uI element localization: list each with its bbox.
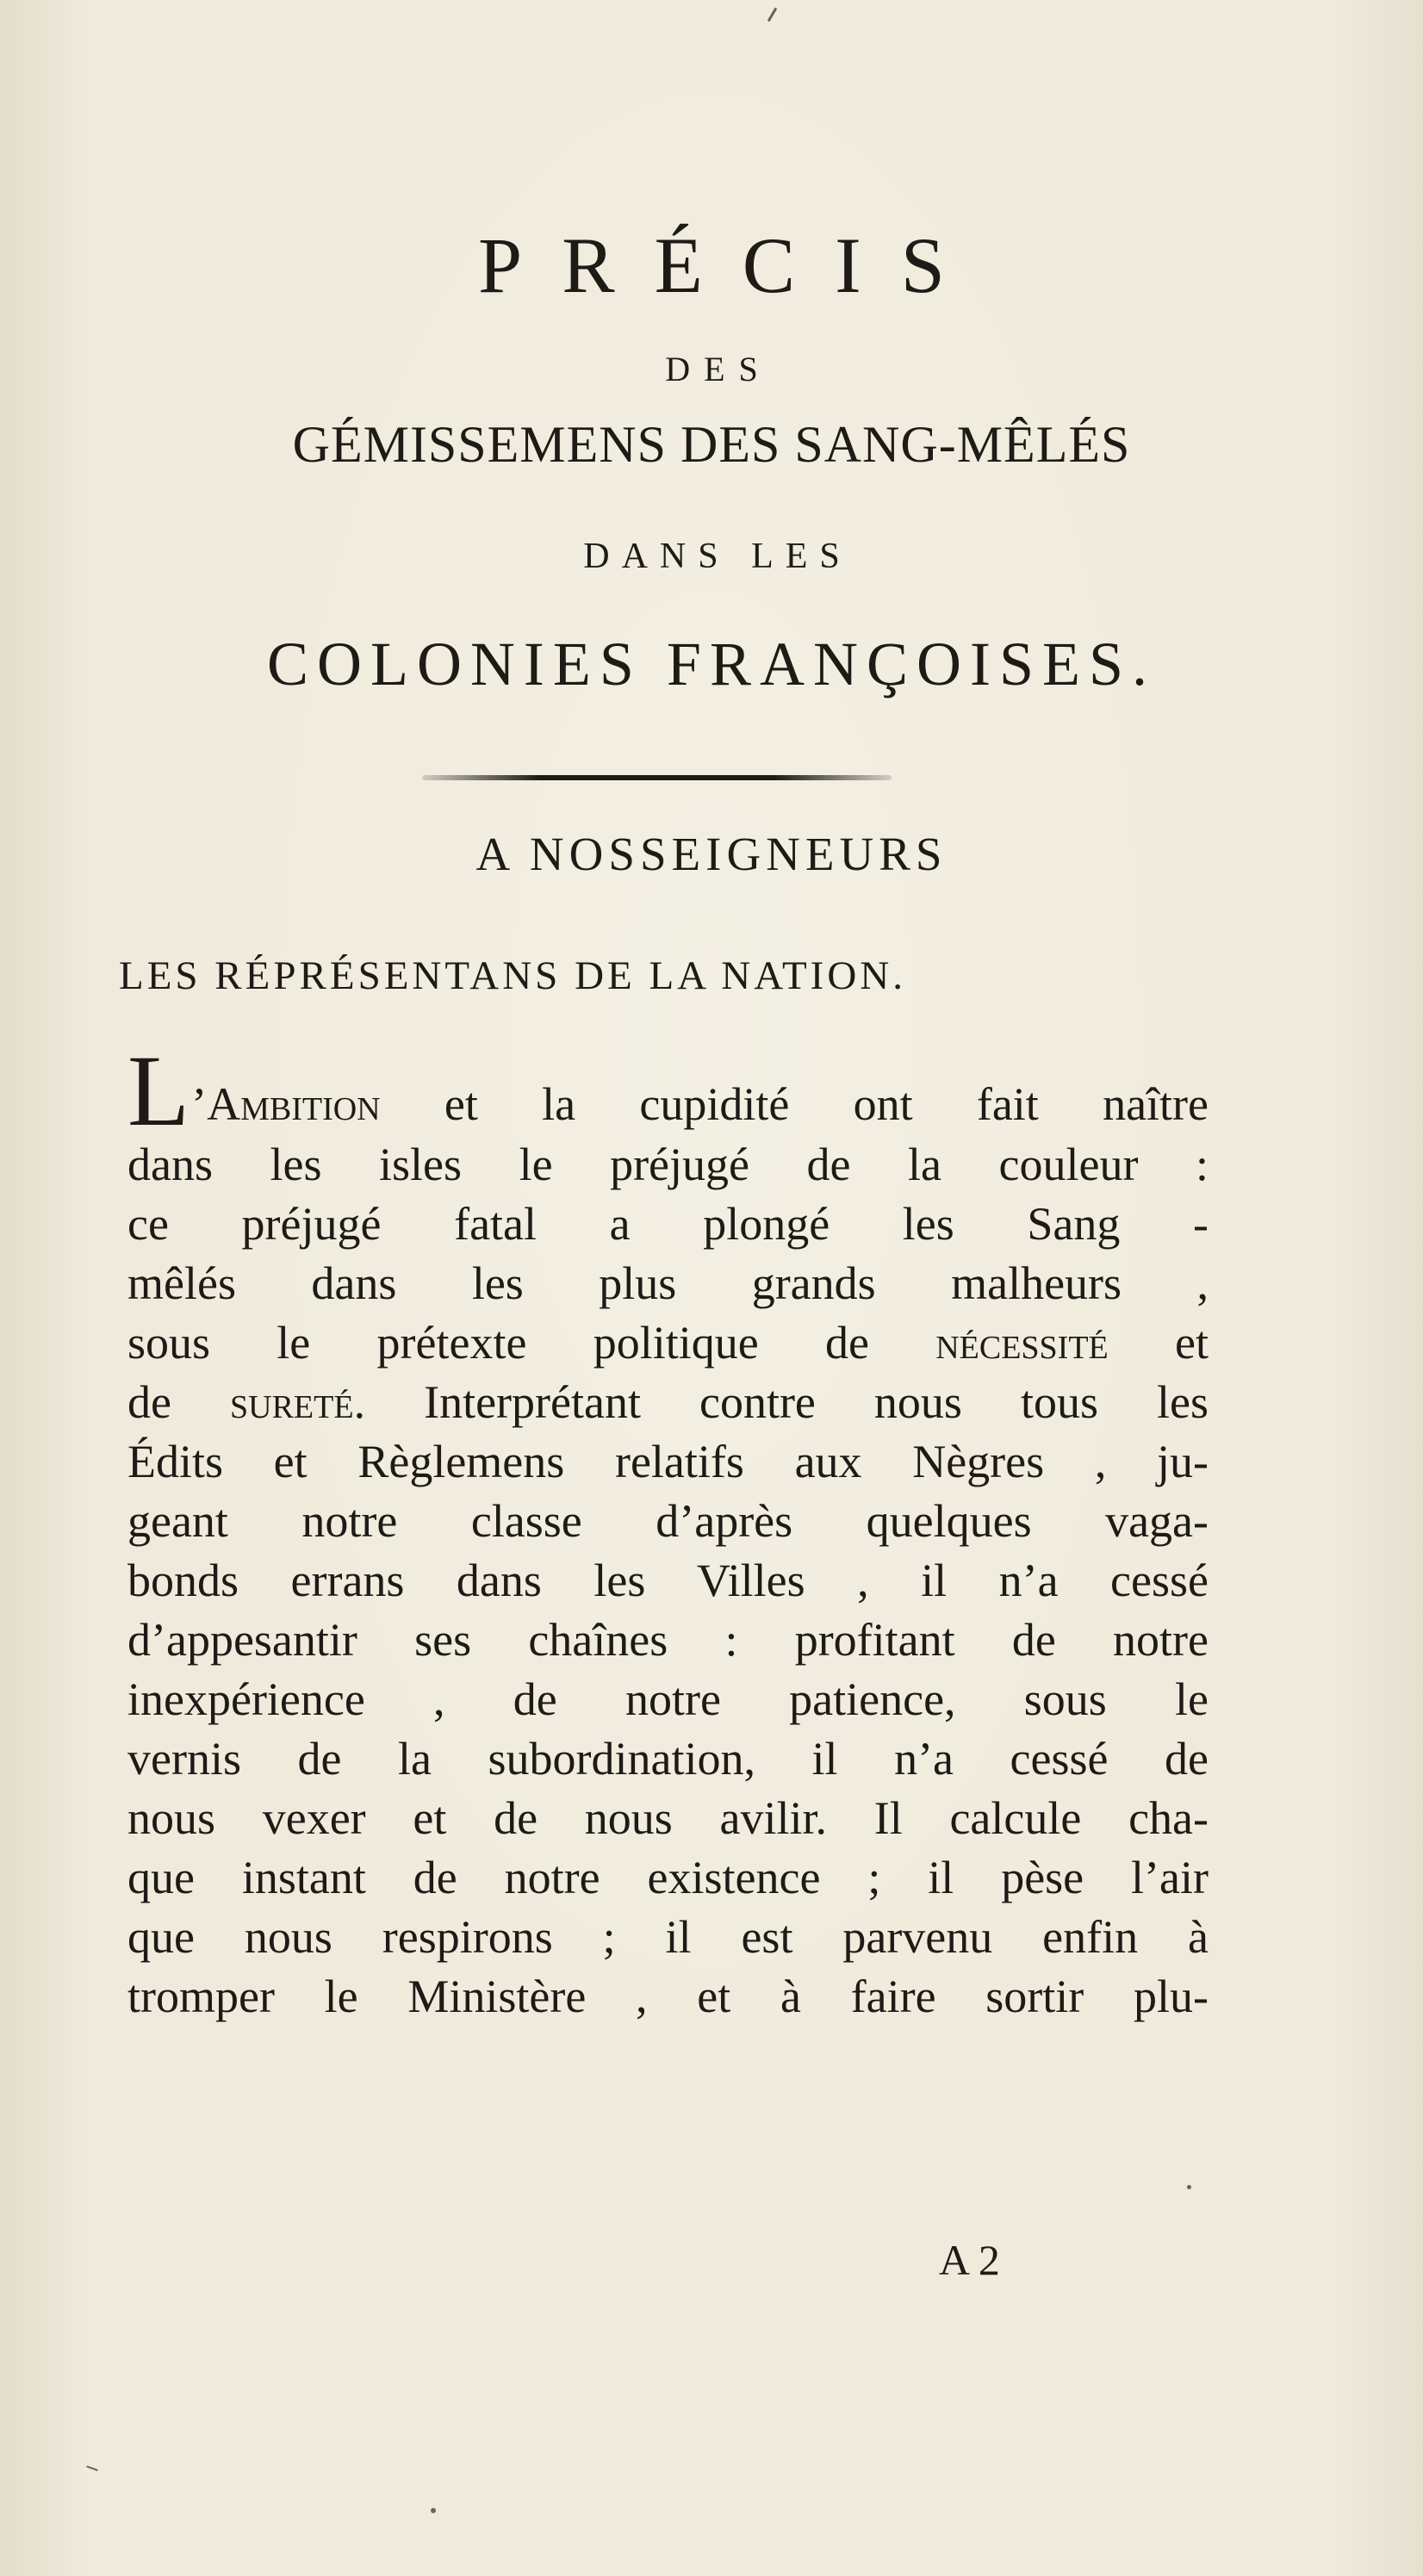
body-line: geant notre classe d’après quelques vaga-	[127, 1495, 1209, 1547]
signature-mark: A 2	[939, 2236, 1000, 2284]
title-precis: PRÉCIS	[478, 221, 985, 309]
body-line: nous vexer et de nous avilir. Il calcule cha-	[127, 1792, 1209, 1844]
dedication-representans: LES RÉPRÉSENTANS DE LA NATION.	[119, 953, 906, 998]
paper-speck	[86, 2466, 98, 2472]
paper-speck	[767, 7, 778, 22]
body-line: dans les isles le préjugé de la couleur :	[127, 1139, 1209, 1190]
body-line	[127, 1313, 1209, 1373]
body-line: bonds errans dans les Villes , il n’a cessé	[127, 1555, 1209, 1606]
body-line: Édits et Règlemens relatifs aux Nègres , ju-	[127, 1436, 1209, 1487]
paper-speck	[1187, 2185, 1191, 2189]
body-text	[127, 1034, 1209, 2027]
body-line: d’appesantir ses chaînes : profitant de notre	[127, 1614, 1209, 1666]
drop-cap: L	[127, 1034, 190, 1147]
body-line-text: de	[127, 1376, 230, 1428]
body-line-text: sous le prétexte politique de	[127, 1317, 936, 1369]
dedication-nosseigneurs: A NOSSEIGNEURS	[475, 828, 948, 880]
word-necessite: nécessité	[935, 1317, 1109, 1369]
title-des: DES	[665, 350, 772, 388]
body-line: tromper le Ministère , et à faire sortir plu-	[127, 1971, 1209, 2022]
ornamental-rule	[422, 775, 892, 780]
paper-speck	[431, 2508, 436, 2513]
body-line-text: et	[1108, 1317, 1209, 1369]
body-line-text: et la cupidité ont fait naître	[380, 1078, 1209, 1130]
title-gemissemens: GÉMISSEMENS DES SANG-MÊLÉS	[292, 416, 1131, 473]
title-dans-les: DANS LES	[583, 537, 852, 576]
body-line	[127, 1373, 1209, 1432]
word-surete: sureté	[230, 1376, 354, 1428]
body-line: mêlés dans les plus grands malheurs ,	[127, 1257, 1209, 1309]
body-line-text: . Interprétant contre nous tous les	[353, 1376, 1209, 1428]
title-colonies: COLONIES FRANÇOISES.	[266, 630, 1157, 698]
body-first-word: ’Ambition	[191, 1078, 381, 1130]
body-line: inexpérience , de notre patience, sous le	[127, 1673, 1209, 1725]
body-line	[127, 1034, 1209, 1147]
body-line: que instant de notre existence ; il pèse l’air	[127, 1852, 1209, 1903]
body-line: vernis de la subordination, il n’a cessé de	[127, 1733, 1209, 1785]
body-line: ce préjugé fatal a plongé les Sang -	[127, 1198, 1209, 1250]
body-line: que nous respirons ; il est parvenu enfin à	[127, 1911, 1209, 1963]
